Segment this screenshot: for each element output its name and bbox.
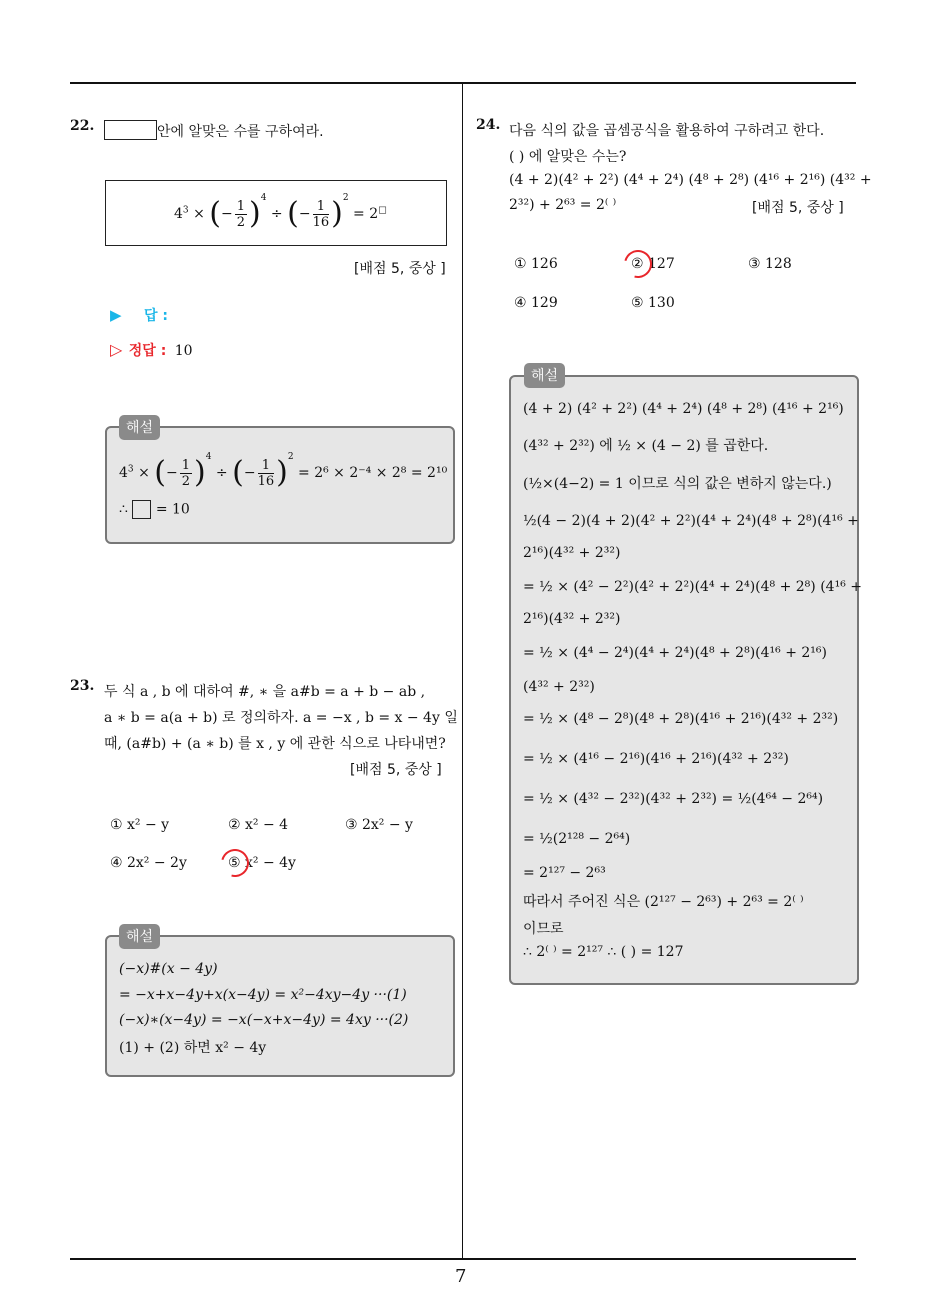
q24-line4: 2³²) + 2⁶³ = 2⁽ ⁾ xyxy=(509,197,617,213)
q24-solution-line2: (4³² + 2³²) 에 ½ × (4 − 2) 를 곱한다. xyxy=(523,438,769,454)
q23-option-5[interactable]: ⑤ x² − 4y xyxy=(228,855,296,871)
q24-solution-line8: = ½ × (4⁴ − 2⁴)(4⁴ + 2⁴)(4⁸ + 2⁸)(4¹⁶ + 2¹⁶) xyxy=(523,645,827,661)
q24-solution-line17: ∴ 2⁽ ⁾ = 2¹²⁷ ∴ ( ) = 127 xyxy=(523,944,684,960)
q24-solution-line11: = ½ × (4¹⁶ − 2¹⁶)(4¹⁶ + 2¹⁶)(4³² + 2³²) xyxy=(523,751,789,767)
q24-line2: ( ) 에 알맞은 수는? xyxy=(509,149,627,165)
q22-prompt: 안에 알맞은 수를 구하여라. xyxy=(157,124,324,140)
q22-blank-box xyxy=(104,120,157,140)
q22-solution-tail: = 2⁶ × 2⁻⁴ × 2⁸ = 2¹⁰ xyxy=(298,465,448,481)
q22-correct-row xyxy=(110,340,193,360)
q24-option-2[interactable]: ② 127 xyxy=(631,256,675,272)
q23-meta: [배점 5, 중상 ] xyxy=(350,762,442,778)
q23-option-4[interactable]: ④ 2x² − 2y xyxy=(110,855,187,871)
q22-correct-label: 정답 : xyxy=(128,343,167,359)
q24-solution-line1: (4 + 2) (4² + 2²) (4⁴ + 2⁴) (4⁸ + 2⁸) (4¹⁶ + 2¹⁶) xyxy=(523,401,844,417)
q24-solution-line12: = ½ × (4³² − 2³²)(4³² + 2³²) = ½(4⁶⁴ − 2⁶⁴) xyxy=(523,791,824,807)
q24-solution-box xyxy=(509,375,862,985)
q24-solution-line5: 2¹⁶)(4³² + 2³²) xyxy=(523,545,621,561)
q24-solution-line3: (½×(4−2) = 1 이므로 식의 값은 변하지 않는다.) xyxy=(523,476,832,492)
q22-answer-row[interactable] xyxy=(110,305,168,325)
q23-solution-line4: (1) + (2) 하면 x² − 4y xyxy=(119,1040,267,1056)
q23-option-1[interactable]: ① x² − y xyxy=(110,817,170,833)
q23-selected-mark xyxy=(216,844,254,882)
q22-expression: $4^3$ × (− $\frac{1}{2}$ )$^4$ ÷ (− $\frac{1}{16}$ )$^2$ = 2□ xyxy=(174,193,387,231)
q24-number: 24. xyxy=(476,117,501,133)
q24-solution-line14: = 2¹²⁷ − 2⁶³ xyxy=(523,865,606,881)
q22-solution-tag: 해설 xyxy=(119,415,160,440)
q22-solution-final: = 10 xyxy=(155,501,190,518)
q22-number: 22. xyxy=(70,118,95,134)
q22-expression-box xyxy=(105,180,447,246)
q23-line2: a ∗ b = a(a + b) 로 정의하자. a = −x , b = x − 4y 일 xyxy=(104,710,458,726)
q22-solution-line1: $4^3$ × (− $\frac{1}{2}$ )$^4$ ÷ (− $\frac{1}{16}$ )$^2$ = 2⁶ × 2⁻⁴ × 2⁸ = 2¹⁰ xyxy=(119,452,448,490)
q24-solution-line16: 이므로 xyxy=(523,921,564,937)
q24-meta: [배점 5, 중상 ] xyxy=(752,200,844,216)
q22-solution-box xyxy=(105,426,455,544)
q24-line3: (4 + 2)(4² + 2²) (4⁴ + 2⁴) (4⁸ + 2⁸) (4¹⁶ + 2¹⁶) (4³² + xyxy=(509,172,872,188)
q24-solution-line6: = ½ × (4² − 2²)(4² + 2²)(4⁴ + 2⁴)(4⁸ + 2⁸) (4¹⁶ + xyxy=(523,579,862,595)
play-icon: ▶ xyxy=(110,306,122,324)
q24-solution-line7: 2¹⁶)(4³² + 2³²) xyxy=(523,611,621,627)
q23-option-2[interactable]: ② x² − 4 xyxy=(228,817,289,833)
q23-option-3[interactable]: ③ 2x² − y xyxy=(345,817,413,833)
triangle-outline-icon: ▷ xyxy=(110,340,123,359)
q24-solution-line9: (4³² + 2³²) xyxy=(523,679,595,695)
q23-solution-line2: = −x+x−4y+x(x−4y) = x²−4xy−4y ···(1) xyxy=(119,987,407,1003)
q24-option-1[interactable]: ① 126 xyxy=(514,256,558,272)
q24-option-5[interactable]: ⑤ 130 xyxy=(631,295,675,311)
q23-line3: 때, (a#b) + (a ∗ b) 를 x , y 에 관한 식으로 나타내면? xyxy=(104,736,446,752)
q24-solution-tag: 해설 xyxy=(524,363,565,388)
q23-solution-line3: (−x)∗(x−4y) = −x(−x+x−4y) = 4xy ···(2) xyxy=(119,1012,409,1028)
q24-solution-line4: ½(4 − 2)(4 + 2)(4² + 2²)(4⁴ + 2⁴)(4⁸ + 2⁸)(4¹⁶ + xyxy=(523,513,859,529)
q24-solution-line15: 따라서 주어진 식은 (2¹²⁷ − 2⁶³) + 2⁶³ = 2⁽ ⁾ xyxy=(523,894,804,910)
q24-selected-mark xyxy=(619,245,657,283)
q24-line1: 다음 식의 값을 곱셈공식을 활용하여 구하려고 한다. xyxy=(509,123,825,139)
q22-answer-label: 답 : xyxy=(144,308,168,324)
column-divider xyxy=(462,83,463,1259)
q22-meta: [배점 5, 중상 ] xyxy=(354,261,446,277)
q23-line1: 두 식 a , b 에 대하여 #, ∗ 을 a#b = a + b − ab , xyxy=(104,684,426,700)
q23-number: 23. xyxy=(70,678,95,694)
q24-option-4[interactable]: ④ 129 xyxy=(514,295,558,311)
bottom-rule xyxy=(70,1258,856,1260)
q23-solution-box xyxy=(105,935,455,1077)
page-number: 7 xyxy=(455,1266,467,1287)
q22-solution-blank xyxy=(132,500,151,519)
q24-solution-line13: = ½(2¹²⁸ − 2⁶⁴) xyxy=(523,831,631,847)
q22-correct-value: 10 xyxy=(174,343,193,359)
q23-solution-line1: (−x)#(x − 4y) xyxy=(119,961,218,977)
q23-solution-tag: 해설 xyxy=(119,924,160,949)
q22-solution-line2: ∴ = 10 xyxy=(119,501,190,518)
q24-solution-line10: = ½ × (4⁸ − 2⁸)(4⁸ + 2⁸)(4¹⁶ + 2¹⁶)(4³² + 2³²) xyxy=(523,711,839,727)
q24-option-3[interactable]: ③ 128 xyxy=(748,256,792,272)
